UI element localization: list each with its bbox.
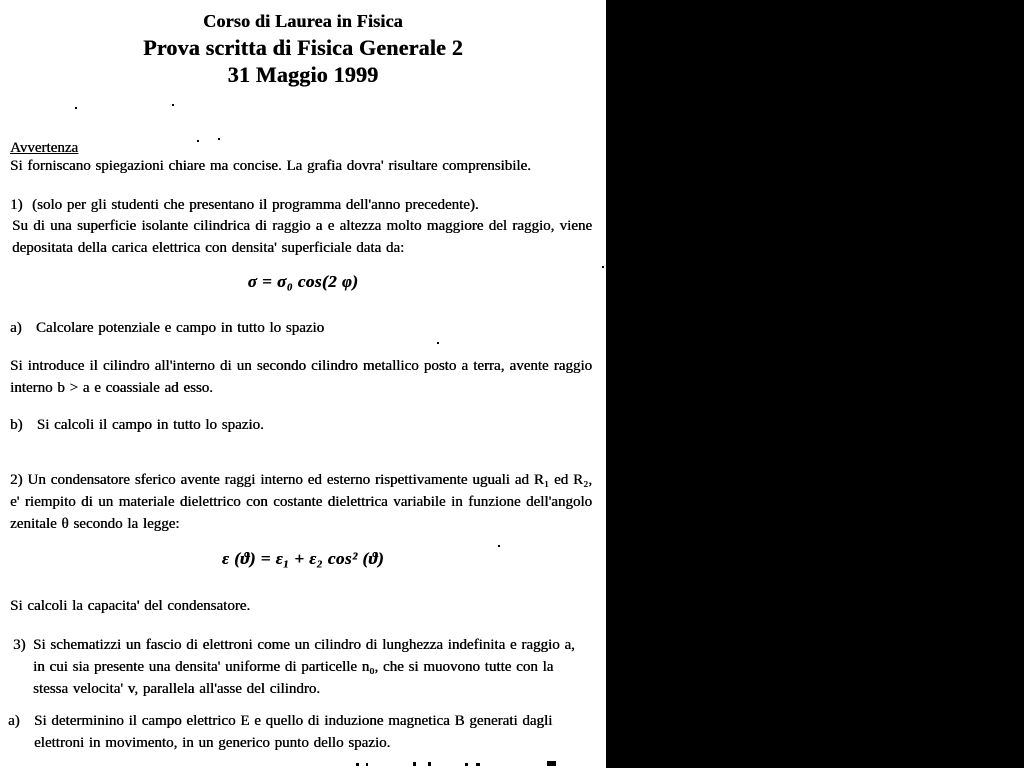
problem2-outro: Si calcoli la capacita' del condensatore. bbox=[10, 598, 251, 614]
problem3-body: Si schematizzi un fascio di elettroni come un cilindro di lunghezza indefinita e raggio a, in cui sia presente una densita' uniforme di particelle n₀, che si muovono tutte con la stessa velocita' v, parallela all'asse del cilindro. bbox=[33, 637, 575, 697]
problem1-body: Su di una superficie isolante cilindrica di raggio a e altezza molto maggiore del raggio, viene depositata della carica elettrica con densita' superficiale data da: bbox=[12, 218, 592, 256]
problem3-item-a bbox=[8, 710, 570, 754]
course-title: Corso di Laurea in Fisica bbox=[203, 11, 403, 31]
document-header bbox=[0, 9, 606, 88]
problem1-followup: Si introduce il cilindro all'interno di un secondo cilindro metallico posto a terra, avente raggio interno b > a e coassiale ad esso. bbox=[10, 358, 592, 396]
exam-date: 31 Maggio 1999 bbox=[227, 62, 379, 87]
scanner-black-margin bbox=[606, 0, 1024, 768]
problem3-item-a-label: a) bbox=[8, 713, 20, 729]
problem1-item-a: a) Calcolare potenziale e campo in tutto lo spazio bbox=[10, 320, 325, 336]
problem3-paragraph bbox=[13, 634, 588, 700]
problem1-formula: σ = σ₀ cos(2 φ) bbox=[247, 272, 359, 291]
notice-heading: Avvertenza bbox=[10, 140, 79, 156]
notice-body: Si forniscano spiegazioni chiare ma concise. La grafia dovra' risultare comprensibile. bbox=[10, 158, 531, 174]
problem1-item-b: b) Si calcoli il campo in tutto lo spazio. bbox=[10, 417, 264, 433]
problem2-formula: ε (ϑ) = ε₁ + ε₂ cos² (ϑ) bbox=[221, 549, 385, 568]
problem2-body: 2) Un condensatore sferico avente raggi interno ed esterno rispettivamente uguali ad R₁ ed R₂, e' riempito di un materiale dielettrico con costante dielettrica variabile in funzione dell'angolo zenitale θ secondo la legge: bbox=[10, 472, 592, 532]
exam-title: Prova scritta di Fisica Generale 2 bbox=[143, 35, 463, 60]
problem3-item-a-body: Si determinino il campo elettrico E e quello di induzione magnetica B generati dagli elettroni in movimento, in un generico punto dello spazio. bbox=[34, 713, 553, 751]
problem3-number: 3) bbox=[13, 637, 26, 653]
problem1-intro: 1) (solo per gli studenti che presentano il programma dell'anno precedente). bbox=[10, 197, 479, 213]
